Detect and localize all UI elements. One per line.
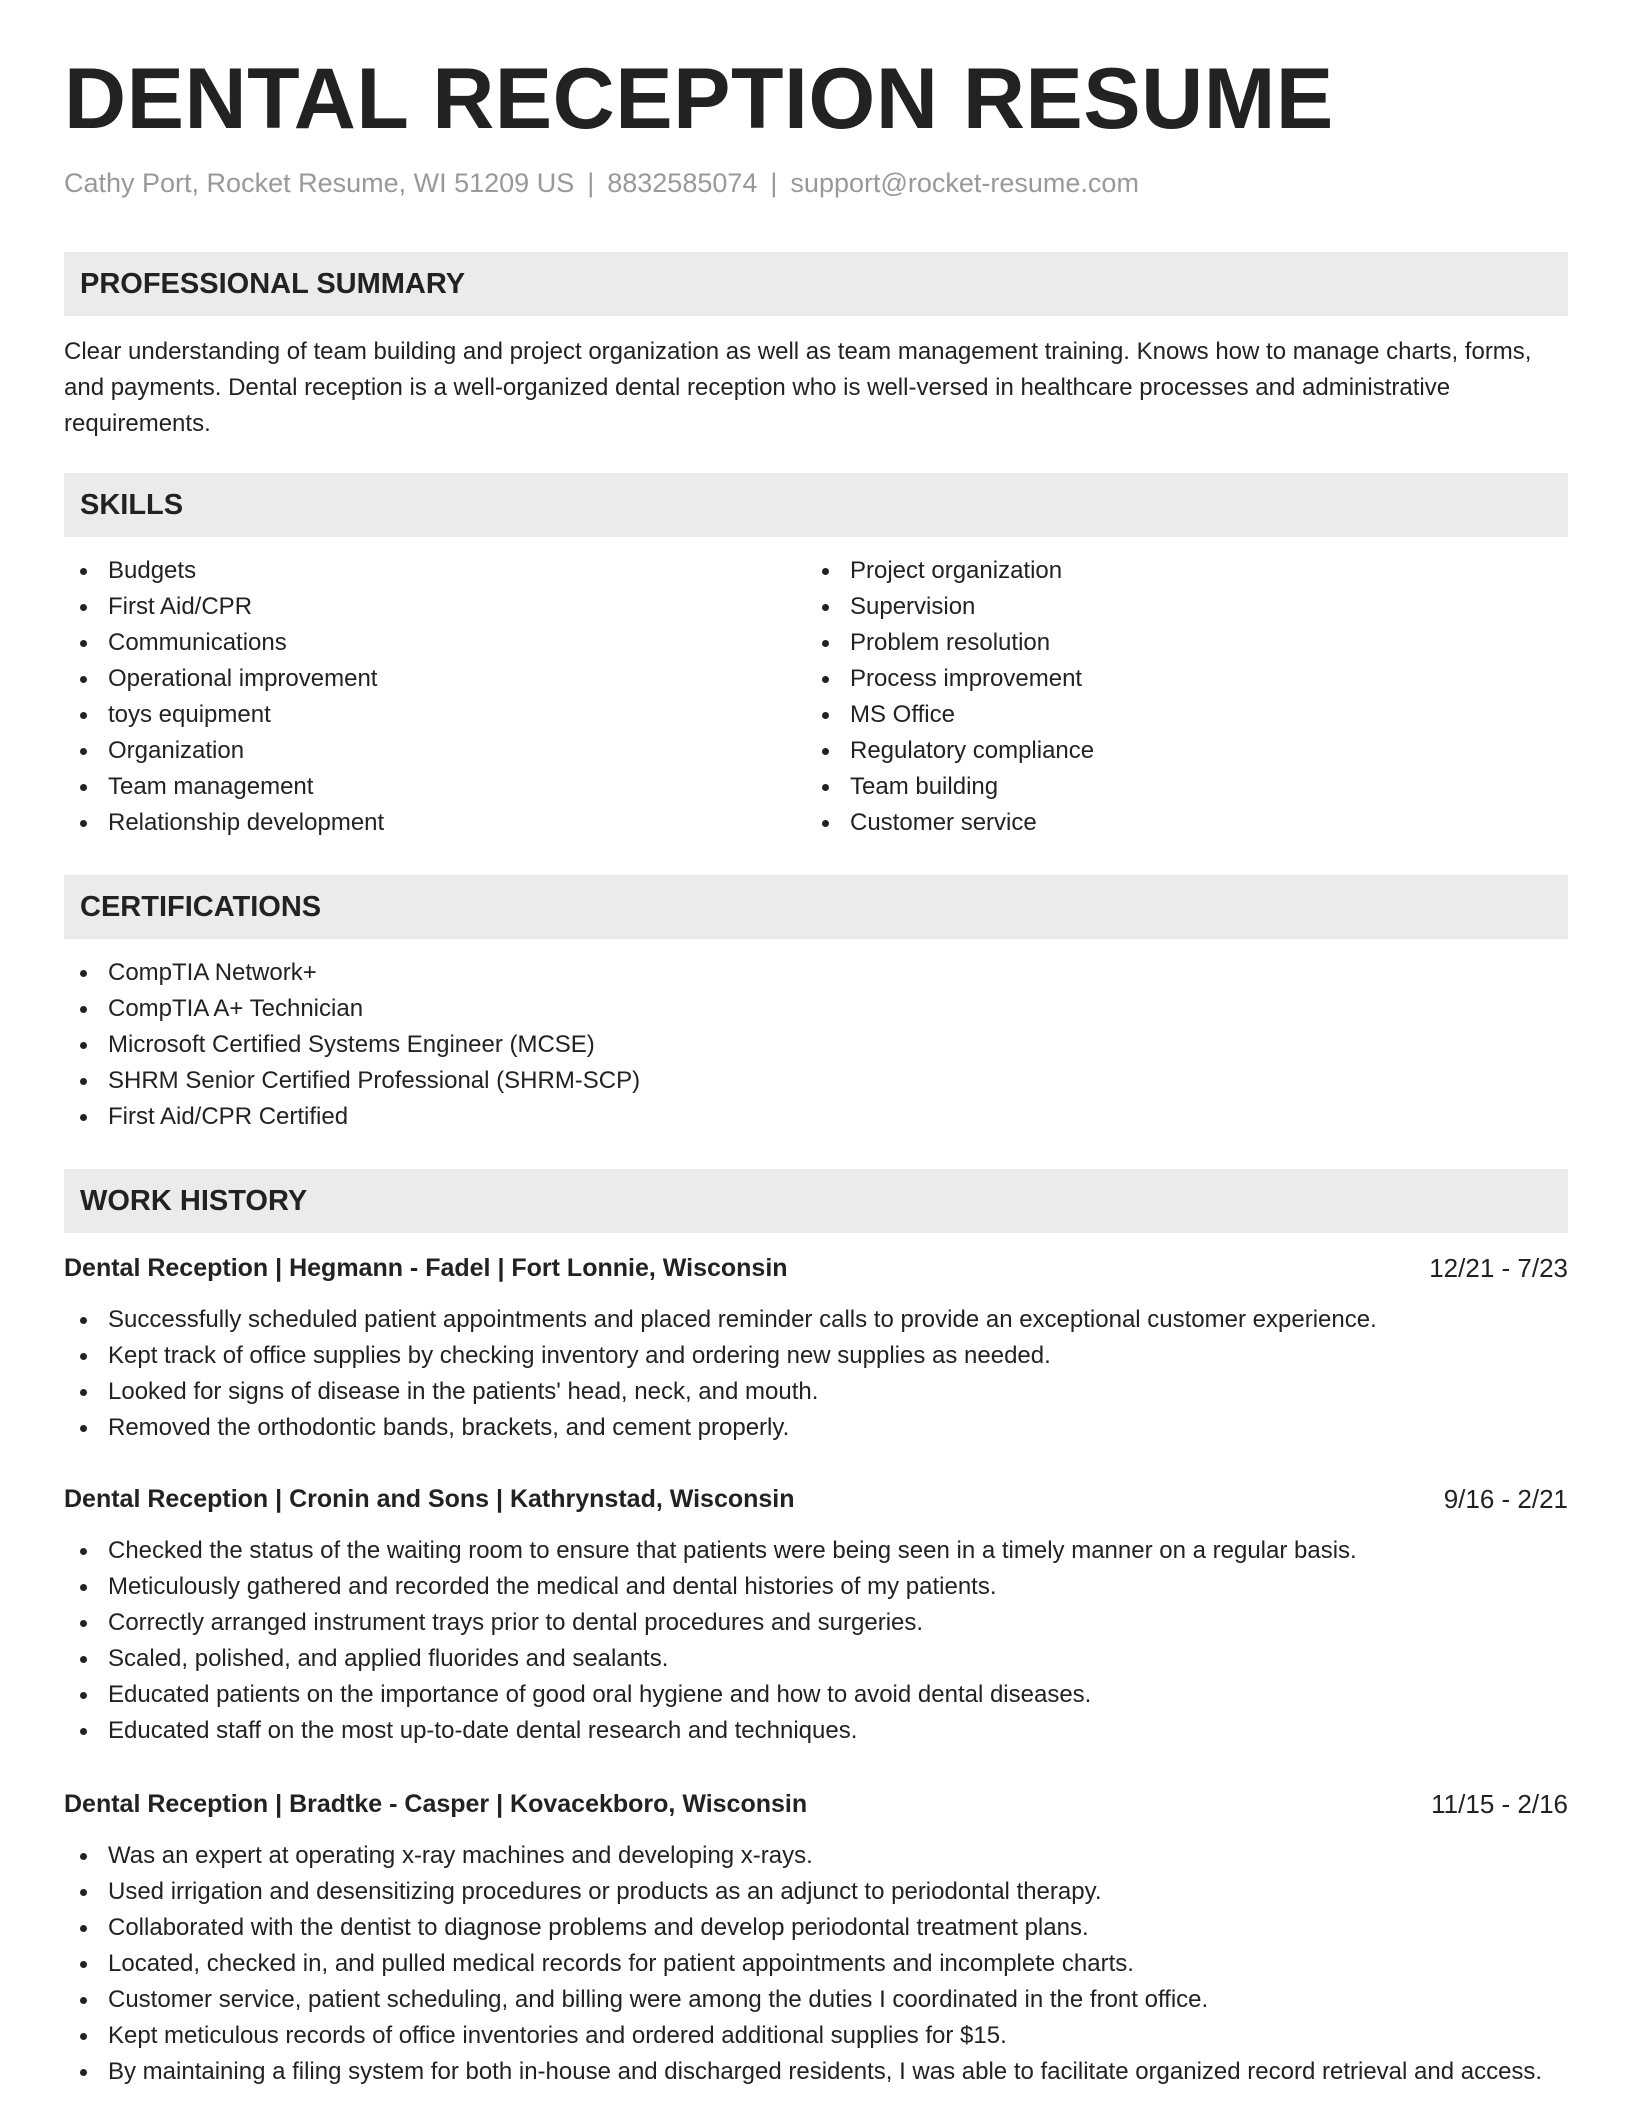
skill-item: Team management bbox=[64, 769, 384, 805]
certification-item: CompTIA Network+ bbox=[64, 955, 640, 991]
skill-item: Relationship development bbox=[64, 805, 384, 841]
contact-email: support@rocket-resume.com bbox=[790, 168, 1139, 198]
skill-item: Customer service bbox=[806, 805, 1094, 841]
job-bullets bbox=[64, 1533, 1357, 1749]
job-title: Dental Reception | Bradtke - Casper | Kovacekboro, Wisconsin bbox=[64, 1790, 808, 1818]
summary-text: Clear understanding of team building and project organization as well as team management training. Knows how to manage charts, forms, and payments. Dental reception is a well-organized dental reception who is well-versed in healthcare processes and administrative requirements. bbox=[64, 338, 1532, 437]
job-bullet: Was an expert at operating x-ray machines and developing x-rays. bbox=[64, 1838, 1568, 1874]
certifications-list bbox=[64, 955, 640, 1135]
job-header bbox=[64, 1250, 1568, 1286]
skills-list-right bbox=[806, 553, 1094, 841]
job-dates: 9/16 - 2/21 bbox=[1443, 1484, 1568, 1514]
contact-separator: | bbox=[587, 168, 595, 198]
section-header-skills bbox=[64, 473, 1568, 537]
skill-item: MS Office bbox=[806, 697, 1094, 733]
job-bullet: Scaled, polished, and applied fluorides and sealants. bbox=[64, 1641, 1357, 1677]
section-header-certifications bbox=[64, 875, 1568, 939]
job-bullet: Successfully scheduled patient appointments and placed reminder calls to provide an exceptional customer experience. bbox=[64, 1302, 1377, 1338]
job-bullet: Customer service, patient scheduling, and billing were among the duties I coordinated in the front office. bbox=[64, 1982, 1568, 2018]
section-heading: CERTIFICATIONS bbox=[80, 891, 322, 923]
skill-item: Supervision bbox=[806, 589, 1094, 625]
job-bullets bbox=[64, 1302, 1377, 1446]
contact-separator: | bbox=[770, 168, 778, 198]
certification-item: First Aid/CPR Certified bbox=[64, 1099, 640, 1135]
skill-item: toys equipment bbox=[64, 697, 384, 733]
section-header-summary bbox=[64, 252, 1568, 316]
skill-item: Communications bbox=[64, 625, 384, 661]
job-title: Dental Reception | Cronin and Sons | Kathrynstad, Wisconsin bbox=[64, 1485, 795, 1513]
job-bullet: Educated staff on the most up-to-date dental research and techniques. bbox=[64, 1713, 1357, 1749]
section-heading: WORK HISTORY bbox=[80, 1185, 308, 1217]
skills-list-left bbox=[64, 553, 384, 841]
job-dates: 11/15 - 2/16 bbox=[1431, 1789, 1568, 1819]
contact-phone: 8832585074 bbox=[607, 168, 758, 198]
section-heading: PROFESSIONAL SUMMARY bbox=[80, 268, 466, 300]
contact-line bbox=[64, 168, 1139, 199]
job-dates: 12/21 - 7/23 bbox=[1429, 1253, 1568, 1283]
job-bullet: Located, checked in, and pulled medical records for patient appointments and incomplete charts. bbox=[64, 1946, 1568, 1982]
skill-item: Process improvement bbox=[806, 661, 1094, 697]
job-bullet: By maintaining a filing system for both in-house and discharged residents, I was able to facilitate organized record retrieval and access. bbox=[64, 2054, 1568, 2090]
skill-item: Budgets bbox=[64, 553, 384, 589]
job-bullet: Removed the orthodontic bands, brackets, and cement properly. bbox=[64, 1410, 1377, 1446]
job-bullet: Collaborated with the dentist to diagnose problems and develop periodontal treatment plans. bbox=[64, 1910, 1568, 1946]
skill-item: Team building bbox=[806, 769, 1094, 805]
certification-item: Microsoft Certified Systems Engineer (MCSE) bbox=[64, 1027, 640, 1063]
contact-address: Cathy Port, Rocket Resume, WI 51209 US bbox=[64, 168, 575, 198]
job-bullets bbox=[64, 1838, 1568, 2090]
certification-item: SHRM Senior Certified Professional (SHRM-SCP) bbox=[64, 1063, 640, 1099]
job-bullet: Kept track of office supplies by checking inventory and ordering new supplies as needed. bbox=[64, 1338, 1377, 1374]
job-bullet: Kept meticulous records of office inventories and ordered additional supplies for $15. bbox=[64, 2018, 1568, 2054]
job-bullet: Correctly arranged instrument trays prior to dental procedures and surgeries. bbox=[64, 1605, 1357, 1641]
skill-item: Operational improvement bbox=[64, 661, 384, 697]
section-heading: SKILLS bbox=[80, 489, 184, 521]
job-bullet: Used irrigation and desensitizing procedures or products as an adjunct to periodontal therapy. bbox=[64, 1874, 1568, 1910]
job-title: Dental Reception | Hegmann - Fadel | Fort Lonnie, Wisconsin bbox=[64, 1254, 788, 1282]
job-bullet: Meticulously gathered and recorded the medical and dental histories of my patients. bbox=[64, 1569, 1357, 1605]
certification-item: CompTIA A+ Technician bbox=[64, 991, 640, 1027]
skill-item: First Aid/CPR bbox=[64, 589, 384, 625]
skill-item: Organization bbox=[64, 733, 384, 769]
section-header-work-history bbox=[64, 1169, 1568, 1233]
job-bullet: Looked for signs of disease in the patients' head, neck, and mouth. bbox=[64, 1374, 1377, 1410]
job-bullet: Checked the status of the waiting room to ensure that patients were being seen in a timely manner on a regular basis. bbox=[64, 1533, 1357, 1569]
skill-item: Regulatory compliance bbox=[806, 733, 1094, 769]
skill-item: Project organization bbox=[806, 553, 1094, 589]
resume-title: DENTAL RECEPTION RESUME bbox=[64, 51, 1334, 147]
job-header bbox=[64, 1481, 1568, 1517]
job-bullet: Educated patients on the importance of good oral hygiene and how to avoid dental diseases. bbox=[64, 1677, 1357, 1713]
job-header bbox=[64, 1786, 1568, 1822]
skill-item: Problem resolution bbox=[806, 625, 1094, 661]
